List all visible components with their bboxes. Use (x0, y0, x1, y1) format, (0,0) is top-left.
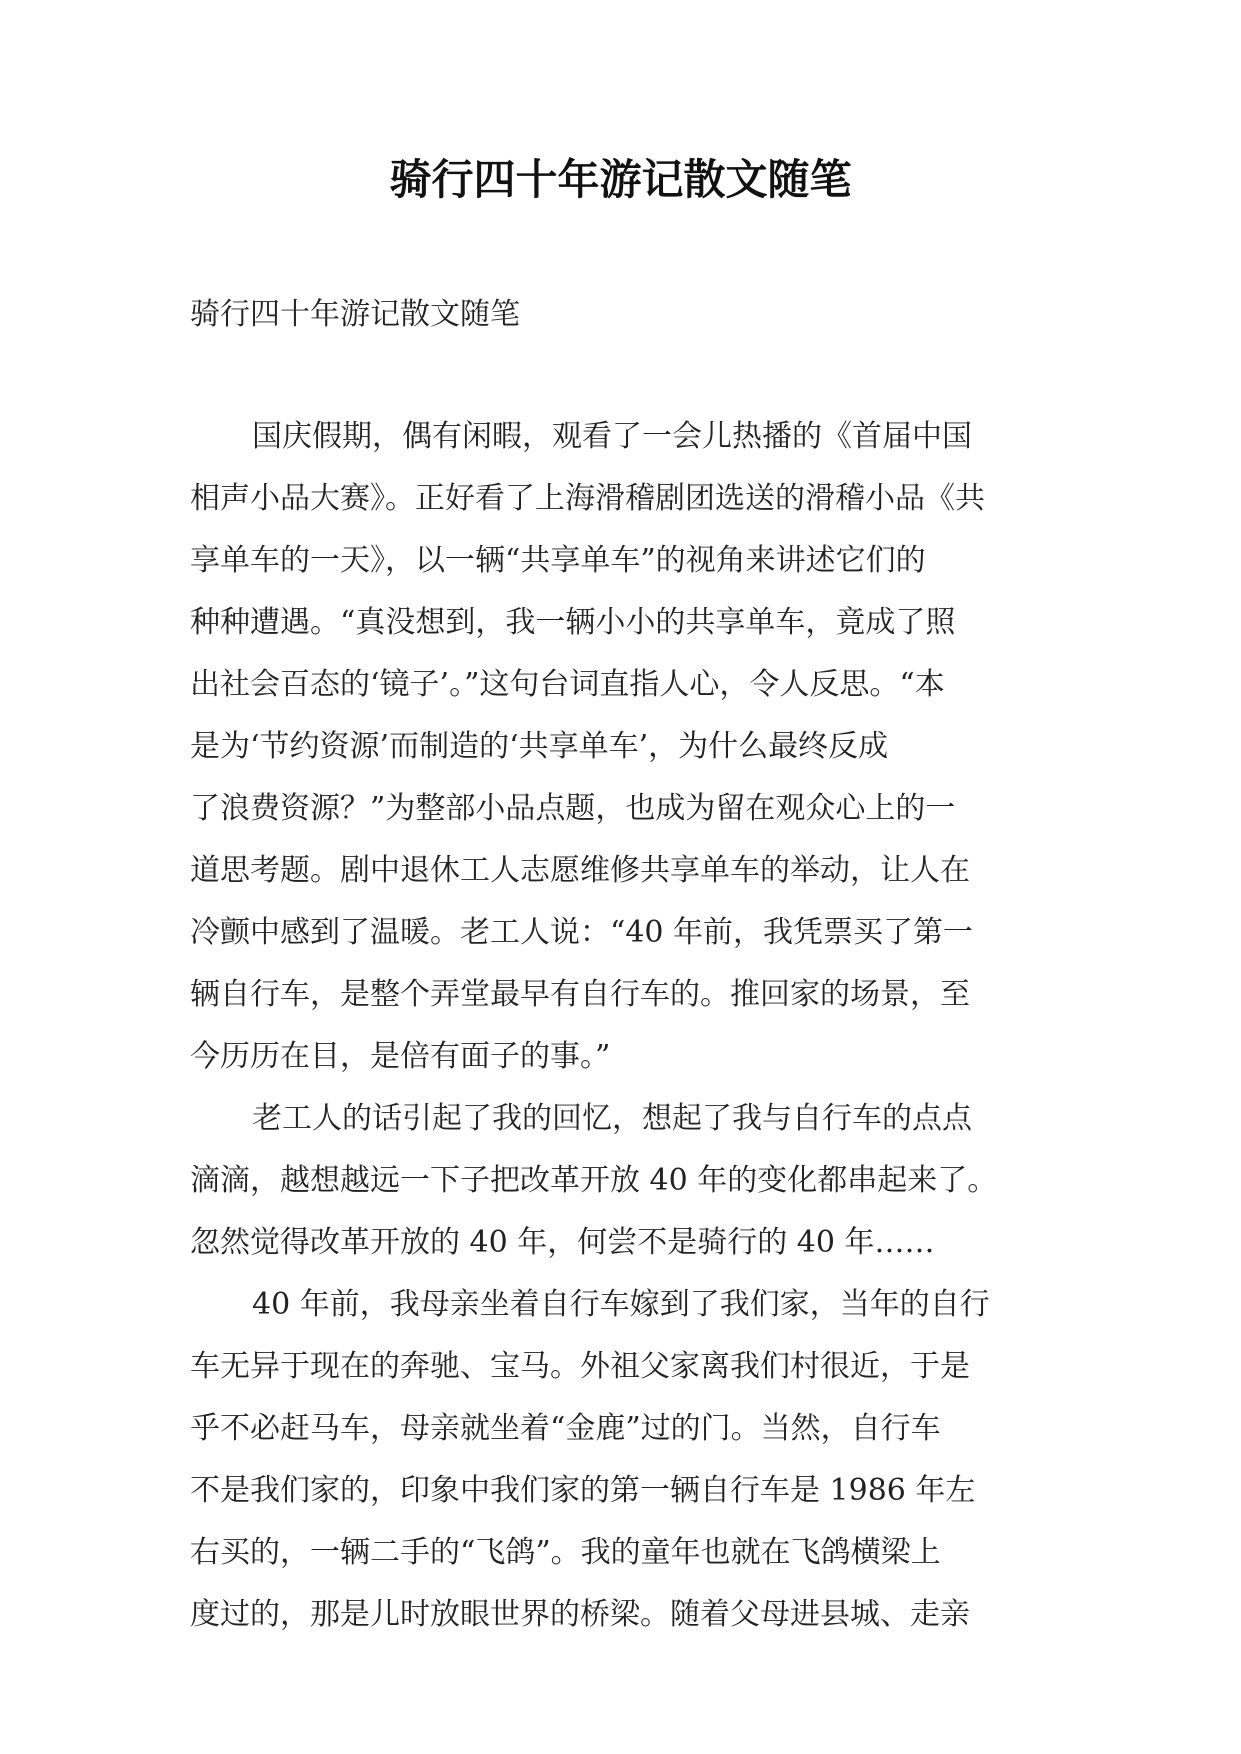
body-line: 40 年前，我母亲坐着自行车嫁到了我们家，当年的自行 (252, 1287, 990, 1322)
body-line: 忽然觉得改革开放的 40 年，何尝不是骑行的 40 年…… (190, 1225, 935, 1260)
body-line: 道思考题。剧中退休工人志愿维修共享单车的举动，让人在 (190, 853, 970, 888)
document-subtitle: 骑行四十年游记散文随笔 (190, 297, 520, 332)
body-line: 车无异于现在的奔驰、宝马。外祖父家离我们村很近，于是 (190, 1349, 970, 1384)
body-line: 右买的，一辆二手的“飞鸽”。我的童年也就在飞鸽横梁上 (190, 1535, 941, 1570)
body-line: 是为‘节约资源’而制造的‘共享单车’，为什么最终反成 (190, 729, 889, 764)
document-title: 骑行四十年游记散文随笔 (389, 155, 852, 204)
body-line: 相声小品大赛》。正好看了上海滑稽剧团选送的滑稽小品《共 (190, 481, 985, 516)
document-body (190, 406, 1050, 1646)
body-line: 度过的，那是儿时放眼世界的桥梁。随着父母进县城、走亲 (190, 1597, 970, 1632)
body-line: 乎不必赶马车，母亲就坐着“金鹿”过的门。当然，自行车 (190, 1411, 941, 1446)
body-line: 出社会百态的‘镜子’。”这句台词直指人心，令人反思。“本 (190, 667, 945, 702)
body-line: 老工人的话引起了我的回忆，想起了我与自行车的点点 (252, 1101, 972, 1136)
body-line: 享单车的一天》，以一辆“共享单车”的视角来讲述它们的 (190, 543, 926, 578)
body-line: 滴滴，越想越远一下子把改革开放 40 年的变化都串起来了。 (190, 1163, 998, 1198)
body-line: 了浪费资源？”为整部小品点题，也成为留在观众心上的一 (190, 791, 956, 826)
body-line: 今历历在目，是倍有面子的事。” (190, 1039, 611, 1074)
body-line: 种种遭遇。“真没想到，我一辆小小的共享单车，竟成了照 (190, 605, 956, 640)
body-line: 国庆假期，偶有闲暇，观看了一会儿热播的《首届中国 (252, 419, 972, 454)
body-line: 不是我们家的，印象中我们家的第一辆自行车是 1986 年左 (190, 1473, 976, 1508)
body-line: 辆自行车，是整个弄堂最早有自行车的。推回家的场景，至 (190, 977, 970, 1012)
body-line: 冷颤中感到了温暖。老工人说：“40 年前，我凭票买了第一 (190, 915, 974, 950)
